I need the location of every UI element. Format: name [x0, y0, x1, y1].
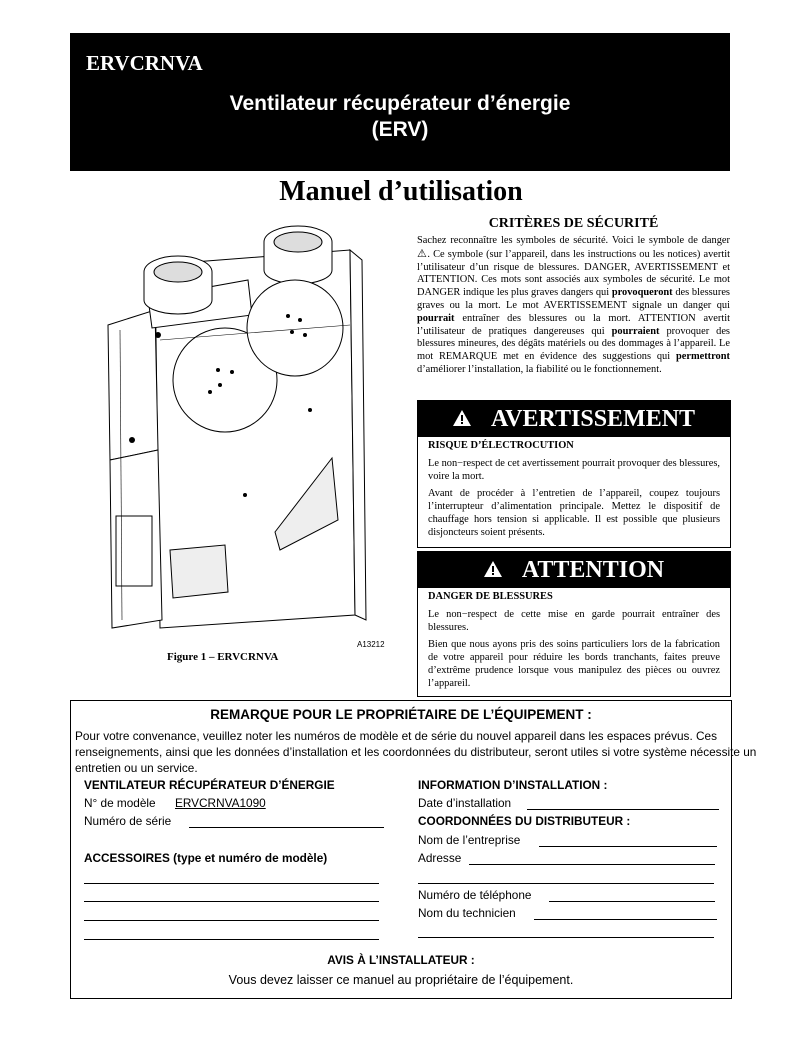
install-heading: INFORMATION D’INSTALLATION :: [418, 778, 608, 792]
warning-text-2: Avant de procéder à l’entretien de l’appareil, coupez toujours l’interrupteur d’alimentation principale. Mettez le dispositif de chauffage hors tension si applicable. Il est possible que plusieurs disjoncteurs soient présents.: [428, 488, 720, 538]
caution-text-2: Bien que nous ayons pris des soins particuliers lors de la fabrication de votre appareil pour réduire les bords tranchants, faites preuve d’extrême prudence lorsque vous manipulez des pièces ou ouvrez l’appareil.: [428, 639, 720, 689]
address-label: Adresse: [418, 851, 462, 865]
tech-line-2[interactable]: [418, 937, 714, 938]
caution-box: [417, 551, 731, 697]
model-label: N° de modèle: [84, 796, 156, 810]
company-label: Nom de l’entreprise: [418, 833, 521, 847]
product-title: [70, 91, 730, 143]
safety-text-b: . Ce symbole (sur l’appareil, dans les instructions ou les notices) avertit l’utilisateur d’un risque de blessures. DANGER, AVERTISSEMENT et ATTENTION. Ces mots sont associés aux symboles de sécurité. Le mot DANGER indique les plus graves dangers qui: [417, 248, 730, 299]
header-banner: [70, 33, 730, 171]
install-date-label: Date d’installation: [418, 796, 512, 810]
model-value: ERVCRNVA1090: [175, 796, 266, 810]
owner-note-text: Pour votre convenance, veuillez noter les numéros de modèle et de série du nouvel appareil dans les espaces prévus. Ces renseignements, ainsi que les données d’installation et les coordonnées du distributeur, seront utiles si votre système nécessite un entretien ou un service.: [75, 729, 757, 775]
caution-subtitle: DANGER DE BLESSURES: [428, 591, 553, 602]
accessories-line-1[interactable]: [84, 883, 379, 884]
phone-label: Numéro de téléphone: [418, 888, 532, 902]
safety-text-e: provoquer des blessures mineures, des dégâts matériels ou des dommages à l’appareil. Le mot REMARQUE met en évidence des suggestions qui: [417, 325, 730, 363]
safety-text-a: Sachez reconnaître les symboles de sécurité. Voici le symbole de danger: [417, 235, 730, 246]
tech-label: Nom du technicien: [418, 906, 516, 920]
warning-triangle-icon: [453, 406, 471, 433]
safety-bold-3: pourraient: [611, 325, 660, 337]
caution-triangle-icon: [484, 557, 502, 584]
company-field[interactable]: [539, 846, 717, 847]
safety-text-f: d’améliorer l’installation, la fiabilité ou le fonctionnement.: [417, 363, 662, 375]
figure-caption: Figure 1 – ERVCRNVA: [167, 651, 279, 663]
safety-paragraph: [417, 235, 730, 377]
dealer-heading: COORDONNÉES DU DISTRIBUTEUR :: [418, 814, 631, 828]
tech-field[interactable]: [534, 919, 717, 920]
accessories-line-2[interactable]: [84, 901, 379, 902]
serial-field[interactable]: [189, 827, 384, 828]
accessories-line-3[interactable]: [84, 920, 379, 921]
figure-code: A13212: [357, 640, 385, 649]
caution-header: [418, 552, 730, 588]
warning-box: [417, 400, 731, 548]
phone-field[interactable]: [549, 901, 715, 902]
owner-note-title: REMARQUE POUR LE PROPRIÉTAIRE DE L’ÉQUIPEMENT :: [210, 707, 592, 722]
warning-subtitle: RISQUE D’ÉLECTROCUTION: [428, 440, 574, 451]
notice-text: Vous devez laisser ce manuel au propriétaire de l’équipement.: [228, 973, 574, 987]
safety-bold-1: provoqueront: [611, 287, 673, 299]
safety-bold-2: pourrait: [417, 312, 455, 324]
danger-symbol-icon: ⚠: [417, 247, 428, 260]
product-title-line2: (ERV): [371, 118, 429, 141]
warning-text-1: Le non−respect de cet avertissement pourrait provoquer des blessures, voire la mort.: [428, 457, 720, 482]
model-number: ERVCRNVA: [86, 51, 203, 75]
erv-unit-illustration: [100, 220, 410, 650]
notice-heading: AVIS À L’INSTALLATEUR :: [327, 953, 475, 967]
owner-note-box: [70, 700, 757, 999]
accessories-line-4[interactable]: [84, 939, 379, 940]
warning-heading: AVERTISSEMENT: [490, 405, 696, 432]
caution-text-1: Le non−respect de cette mise en garde pourrait entraîner des blessures.: [428, 608, 720, 633]
manual-title: Manuel d’utilisation: [279, 176, 523, 207]
product-title-line1: Ventilateur récupérateur d’énergie: [229, 92, 571, 115]
caution-heading: ATTENTION: [521, 556, 665, 583]
erv-heading: VENTILATEUR RÉCUPÉRATEUR D’ÉNERGIE: [84, 778, 335, 792]
address-field[interactable]: [469, 864, 715, 865]
safety-text-d: entraîner des blessures ou la mort. ATTENTION avertit l’utilisateur de pratiques dangereuses qui: [417, 312, 730, 337]
install-date-field[interactable]: [527, 809, 719, 810]
serial-label: Numéro de série: [84, 814, 172, 828]
accessories-heading: ACCESSOIRES (type et numéro de modèle): [84, 851, 328, 865]
safety-text-c: des blessures graves ou la mort. Le mot AVERTISSEMENT signale un danger qui: [417, 287, 730, 311]
safety-bold-4: permettront: [675, 351, 730, 363]
warning-header: [418, 401, 730, 437]
address-line-2[interactable]: [418, 883, 714, 884]
safety-title: CRITÈRES DE SÉCURITÉ: [488, 216, 659, 231]
